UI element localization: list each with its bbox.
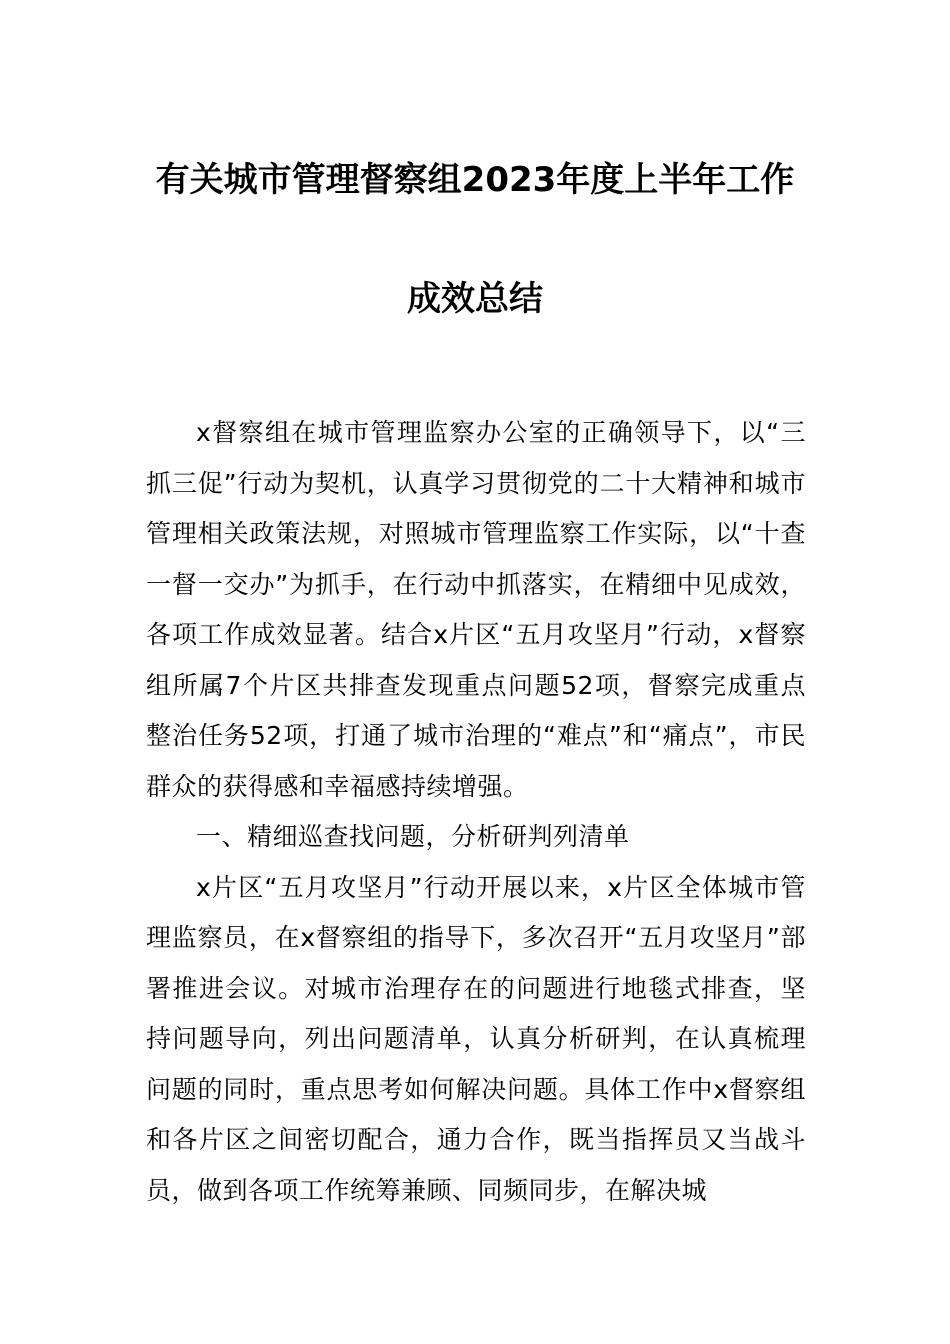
section-heading-1: 一、精细巡查找问题，分析研判列清单: [196, 822, 630, 851]
document-body: [146, 408, 806, 1216]
document-title-line-2: 成效总结: [407, 279, 543, 319]
paragraph-section-1: x片区“五月攻坚月”行动开展以来，x片区全体城市管理监察员，在x督察组的指导下，多次召开“五月攻坚月”部署推进会议。对城市治理存在的问题进行地毯式排查，坚持问题导向，列出问题清单，认真分析研判，在认真梳理问题的同时，重点思考如何解决问题。具体工作中x督察组和各片区之间密切配合，通力合作，既当指挥员又当战斗员，做到各项工作统筹兼顾、同频同步，在解决城: [146, 872, 806, 1205]
paragraph-intro: x督察组在城市管理监察办公室的正确领导下，以“三抓三促”行动为契机，认真学习贯彻党的二十大精神和城市管理相关政策法规，对照城市管理监察工作实际，以“十查一督一交办”为抓手，在行动中抓落实，在精细中见成效，各项工作成效显著。结合x片区“五月攻坚月”行动，x督察组所属7个片区共排查发现重点问题52项，督察完成重点整治任务52项，打通了城市治理的“难点”和“痛点”，市民群众的获得感和幸福感持续增强。: [146, 418, 806, 801]
document-title-line-1: 有关城市管理督察组2023年度上半年工作: [155, 160, 795, 200]
